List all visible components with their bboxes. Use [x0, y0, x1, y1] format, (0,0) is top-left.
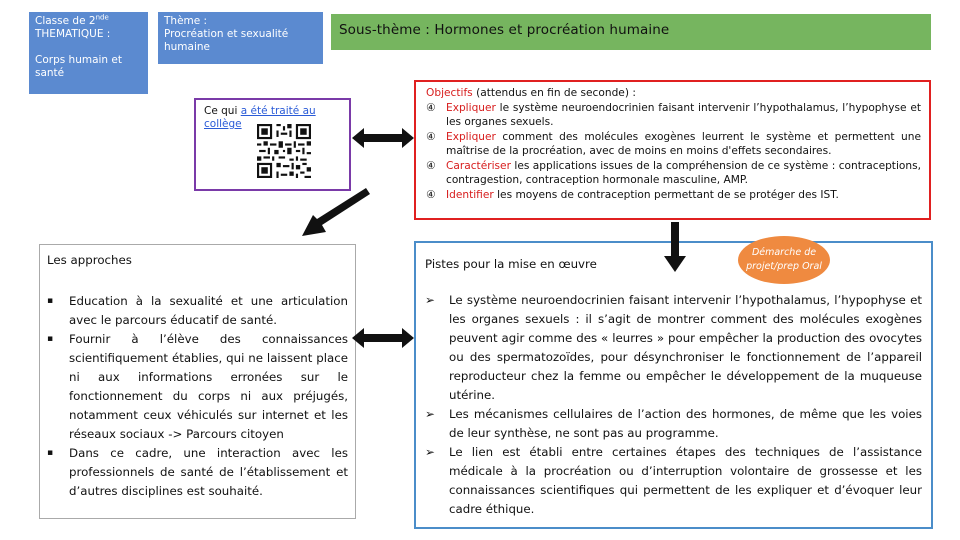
list-item — [47, 330, 348, 444]
objectifs-box — [414, 80, 931, 220]
objectif-text: les applications issues de la compréhension de ce système : contraceptions, contragestion, contraception hormonale masculine, AMP. — [446, 159, 921, 186]
square-bullet-icon: ▪ — [47, 296, 54, 306]
objectif-verb: Caractériser — [446, 159, 511, 172]
arrow-bullet-icon: ➢ — [425, 407, 435, 421]
college-box — [194, 98, 351, 191]
classe-level — [35, 15, 142, 28]
double-arrow-icon — [352, 326, 414, 350]
demarche-oval — [738, 236, 830, 284]
objectif-bullet: ④ — [426, 130, 436, 143]
arrow-bullet-icon: ➢ — [425, 293, 435, 307]
objectif-text: les moyens de contraception permettant de se protéger des IST. — [493, 188, 839, 201]
theme-box — [158, 12, 323, 64]
list-item — [425, 291, 922, 405]
list-item — [425, 405, 922, 443]
objectif-text: comment des molécules exogènes leurrent le système et permettent une maîtrise de la procréation, avec de moins en moins d'effets secondaires. — [446, 130, 921, 157]
objectif-item — [426, 188, 921, 203]
double-arrow-icon — [352, 126, 414, 150]
demarche-line1: Démarche de — [751, 247, 817, 258]
pistes-box — [414, 241, 933, 529]
objectif-text: le système neuroendocrinien faisant intervenir l’hypothalamus, l’hypophyse et les organes sexuels. — [446, 101, 921, 128]
objectif-bullet: ④ — [426, 101, 436, 114]
objectif-verb: Identifier — [446, 188, 494, 201]
objectif-item — [426, 130, 921, 159]
diagonal-arrow-icon — [300, 188, 370, 238]
demarche-line2: projet/prep Oral — [746, 261, 822, 272]
college-link[interactable]: a été traité au collège — [204, 105, 316, 130]
classe-box — [29, 12, 148, 94]
arrow-bullet-icon: ➢ — [425, 445, 435, 459]
approches-box — [39, 244, 356, 519]
list-item — [47, 292, 348, 330]
piste-text: Le lien est établi entre certaines étapes des techniques de l’assistance médicale à la procréation ou d’interruption volontaire de grossesse et les connaissances scientifiques qui permettent de les expliquer et d’évoquer leur cadre éthique. — [449, 445, 922, 516]
list-item — [425, 443, 922, 519]
sous-theme-banner: Sous-thème : Hormones et procréation humaine — [331, 14, 931, 50]
square-bullet-icon: ▪ — [47, 334, 54, 344]
objectif-verb: Expliquer — [446, 101, 496, 114]
theme-label: Thème : — [164, 15, 208, 27]
objectif-item — [426, 101, 921, 130]
objectifs-title — [426, 86, 921, 101]
objectif-item — [426, 159, 921, 188]
classe-line1: Classe de 2 — [35, 15, 96, 27]
approches-list — [47, 292, 348, 501]
piste-text: Le système neuroendocrinien faisant intervenir l’hypothalamus, l’hypophyse et les organes sexuels : il s’agit de montrer comment des molécules exogènes peuvent agir comme des « leurres » pour empêcher la production des ovocytes ou des spermatozoïdes, pour désynchroniser le fonctionnement de l’appareil reproducteur chez la femme ou empêcher le développement de la muqueuse utérine. — [449, 293, 922, 402]
objectif-verb: Expliquer — [446, 130, 496, 143]
list-item — [47, 444, 348, 501]
qr-code-icon[interactable] — [257, 124, 311, 178]
square-bullet-icon: ▪ — [47, 448, 54, 458]
approche-text: Fournir à l’élève des connaissances scientifiquement établies, qui ne laissent place ni aux informations erronées sur le fonctionnement du corps ni aux préjugés, notamment ceux véhiculés sur internet et les réseaux sociaux -> Parcours citoyen — [69, 332, 348, 441]
pistes-list — [425, 291, 922, 519]
classe-sup: nde — [95, 13, 109, 22]
objectifs-title-rest: (attendus en fin de seconde) : — [472, 87, 636, 99]
objectifs-title-key: Objectifs — [426, 87, 473, 99]
pistes-title: Pistes pour la mise en œuvre — [425, 257, 597, 271]
classe-thematique-value: Corps humain et santé — [35, 54, 123, 79]
objectif-bullet: ④ — [426, 159, 436, 172]
piste-text: Les mécanismes cellulaires de l’action des hormones, de même que les voies de leur synthèse, ne sont pas au programme. — [449, 407, 922, 440]
approche-text: Education à la sexualité et une articulation avec le parcours éducatif de santé. — [69, 294, 348, 327]
approches-title: Les approches — [47, 253, 132, 267]
college-text: Ce qui — [204, 105, 241, 117]
theme-value: Procréation et sexualité humaine — [164, 28, 289, 53]
classe-thematique: THEMATIQUE : — [35, 28, 111, 40]
objectif-bullet: ④ — [426, 188, 436, 201]
down-arrow-icon — [664, 222, 686, 272]
approche-text: Dans ce cadre, une interaction avec les professionnels de santé de l’établissement et d’autres disciplines est souhaité. — [69, 446, 348, 498]
